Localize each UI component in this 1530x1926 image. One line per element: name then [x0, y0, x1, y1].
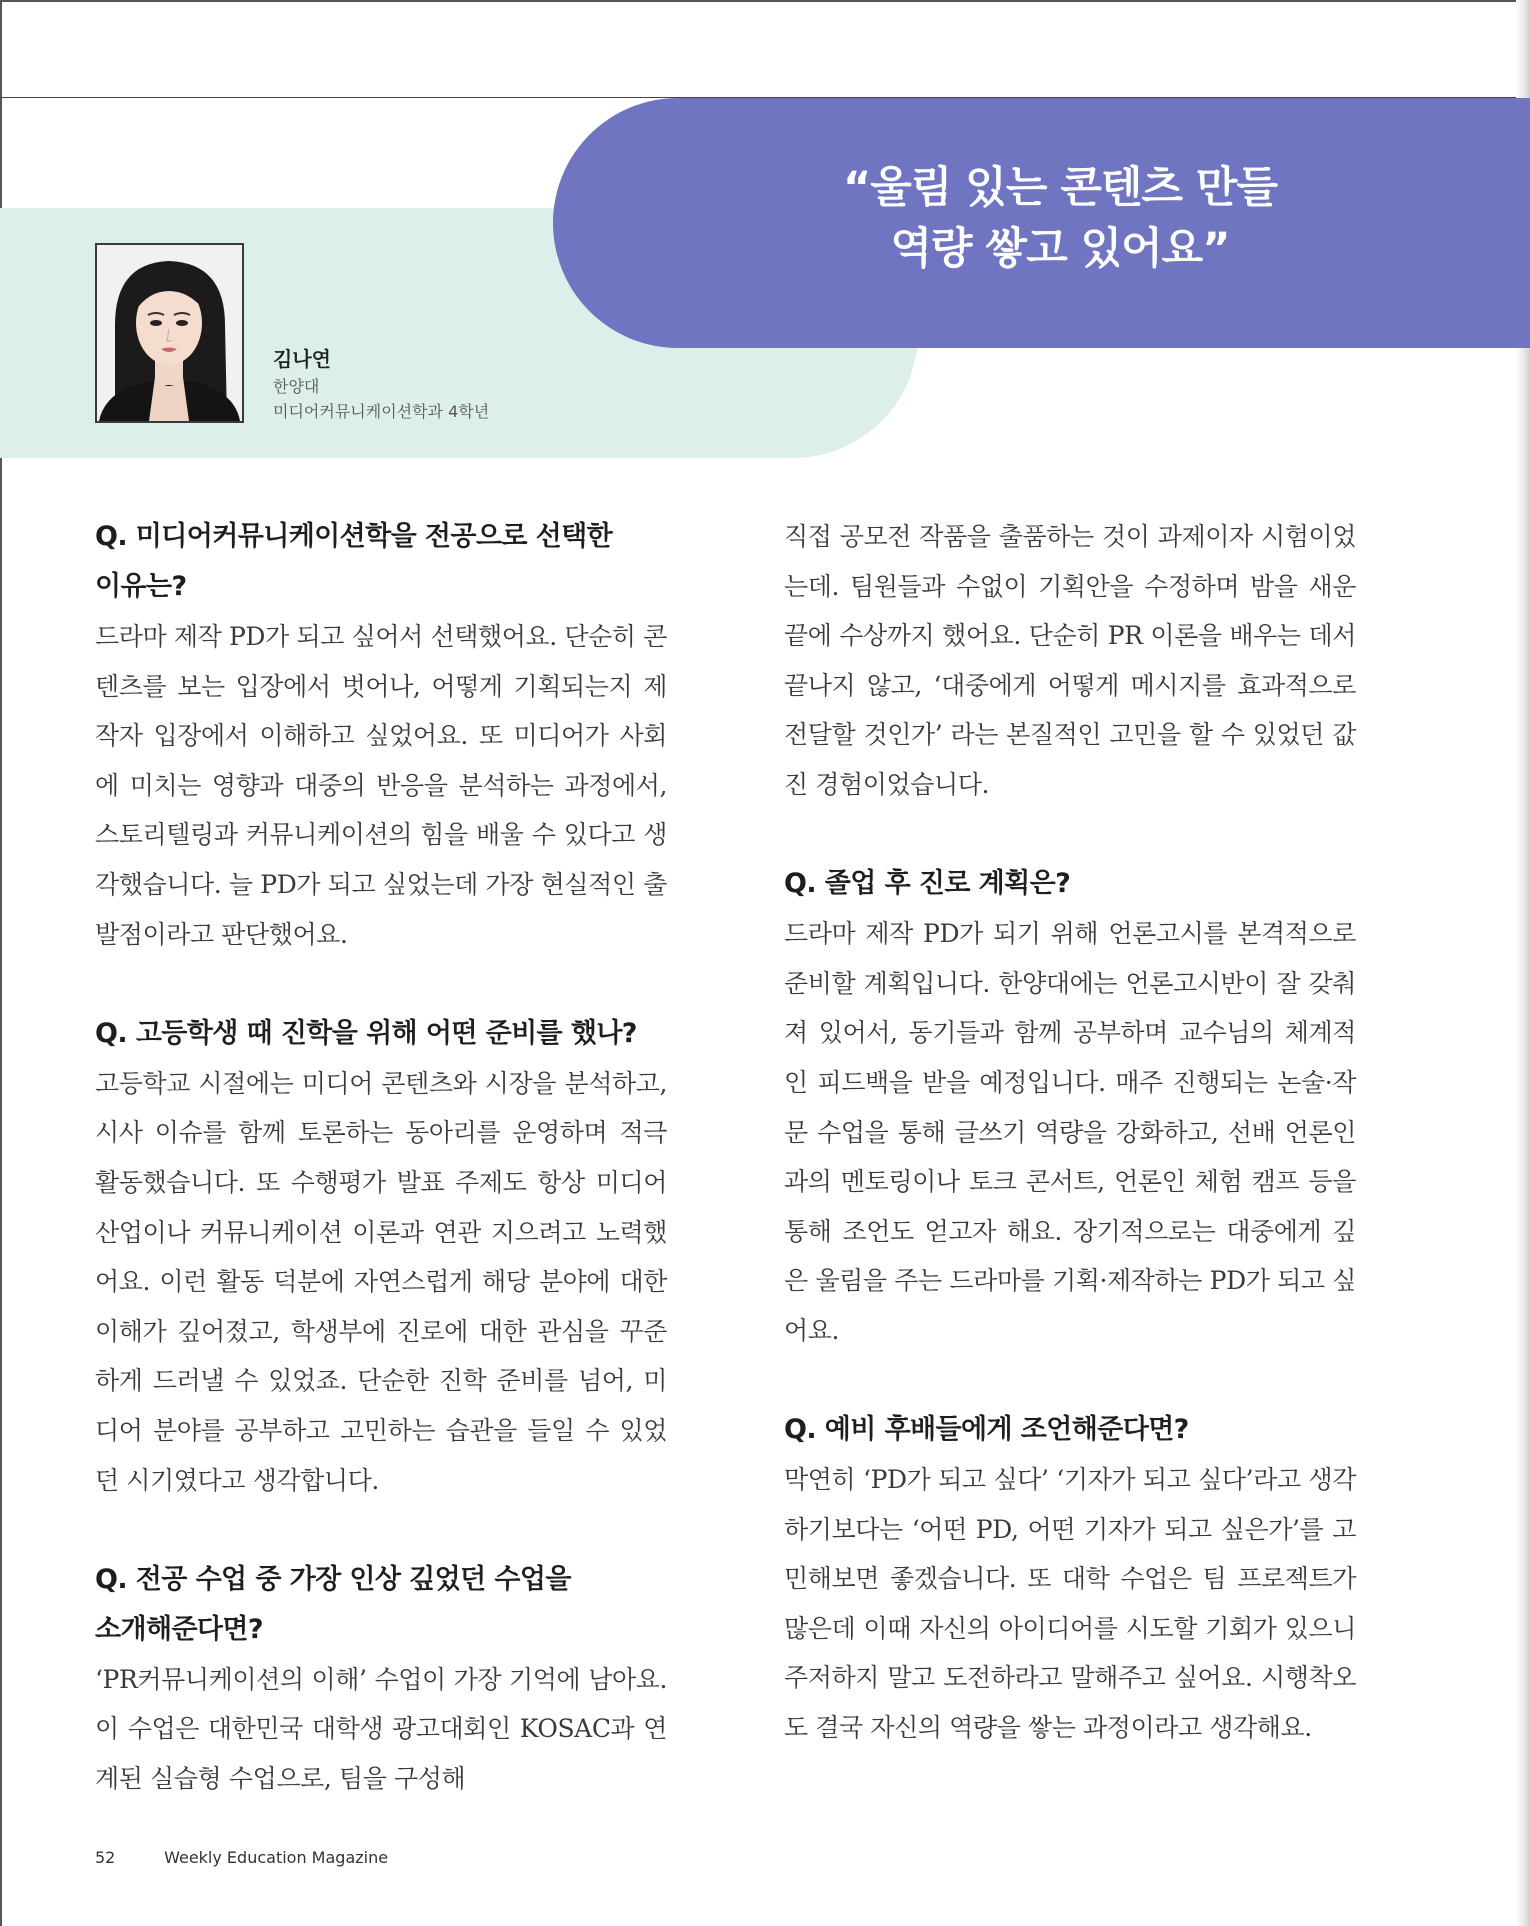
question-2: Q. 고등학생 때 진학을 위해 어떤 준비를 했나?	[95, 1017, 637, 1049]
question-3: Q. 전공 수업 중 가장 인상 깊었던 수업을 소개해준다면?	[95, 1563, 571, 1645]
profile-name: 김나연	[273, 347, 331, 371]
profile-school: 한양대	[273, 377, 320, 396]
magazine-title: Weekly Education Magazine	[164, 1848, 389, 1867]
question-1: Q. 미디어커뮤니케이션학을 전공으로 선택한 이유는?	[95, 521, 613, 602]
answer-4: 드라마 제작 PD가 되기 위해 언론고시를 본격적으로 준비할 계획입니다. 한양대에는 언론고시반이 잘 갖춰져 있어서, 동기들과 함께 공부하며 교수님의 체계적인 피드백을 받을 예정입니다. 매주 진행되는 논술·작문 수업을 통해 글쓰기 역량을 강화하고, 선배 언론인과의 멘토링이나 토크 콘서트, 언론인 체험 캠프 등을 통해 조언도 얻고자 해요. 장기적으로는 대중에게 깊은 울림을 주는 드라마를 기획·제작하는 PD가 되고 싶어요.	[784, 919, 1356, 1345]
headline-line-2: 역량 쌓고 있어요”	[890, 224, 1230, 274]
answer-3-part-1: ‘PR커뮤니케이션의 이해’ 수업이 가장 기억에 남아요. 이 수업은 대한민국 대학생 광고대회인 KOSAC과 연계된 실습형 수업으로, 팀을 구성해	[95, 1664, 667, 1793]
question-4: Q. 졸업 후 진로 계획은?	[784, 868, 1071, 900]
profile-photo	[95, 243, 244, 423]
answer-2: 고등학교 시절에는 미디어 콘텐츠와 시장을 분석하고, 시사 이슈를 함께 토론하는 동아리를 운영하며 적극 활동했습니다. 또 수행평가 발표 주제도 항상 미디어 산업이나 커뮤니케이션 이론과 연관 지으려고 노력했어요. 이런 활동 덕분에 자연스럽게 해당 분야에 대한 이해가 깊어졌고, 학생부에 진로에 대한 관심을 꾸준하게 드러낼 수 있었죠. 단순한 진학 준비를 넘어, 미디어 분야를 공부하고 고민하는 습관을 들일 수 있었던 시기였다고 생각합니다.	[95, 1068, 667, 1495]
frame-top	[0, 0, 1530, 2]
portrait-illustration	[97, 245, 242, 421]
page-footer	[95, 1847, 388, 1869]
page-number: 52	[95, 1848, 116, 1867]
question-5: Q. 예비 후배들에게 조언해준다면?	[784, 1414, 1189, 1446]
answer-5: 막연히 ‘PD가 되고 싶다’ ‘기자가 되고 싶다’라고 생각하기보다는 ‘어떤 PD, 어떤 기자가 되고 싶은가’를 고민해보면 좋겠습니다. 또 대학 수업은 팀 프로젝트가 많은데 이때 자신의 아이디어를 시도할 기회가 있으니 주저하지 말고 도전하라고 말해주고 싶어요. 시행착오도 결국 자신의 역량을 쌓는 과정이라고 생각해요.	[784, 1465, 1356, 1743]
answer-3-part-2: 직접 공모전 작품을 출품하는 것이 과제이자 시험이었는데. 팀원들과 수없이 기획안을 수정하며 밤을 새운 끝에 수상까지 했어요. 단순히 PR 이론을 배우는 데서 끝나지 않고, ‘대중에게 어떻게 메시지를 효과적으로 전달할 것인가’ 라는 본질적인 고민을 할 수 있었던 값진 경험이었습니다.	[784, 522, 1356, 799]
headline-line-1: “울림 있는 콘텐츠 만들	[842, 163, 1277, 213]
answer-1: 드라마 제작 PD가 되고 싶어서 선택했어요. 단순히 콘텐츠를 보는 입장에서 벗어나, 어떻게 기획되는지 제작자 입장에서 이해하고 싶었어요. 또 미디어가 사회에 미치는 영향과 대중의 반응을 분석하는 과정에서, 스토리텔링과 커뮤니케이션의 힘을 배울 수 있다고 생각했습니다. 늘 PD가 되고 싶었는데 가장 현실적인 출발점이라고 판단했어요.	[95, 622, 667, 949]
profile-department: 미디어커뮤니케이션학과 4학년	[273, 402, 490, 421]
profile-info	[273, 344, 489, 424]
article-column-left	[95, 512, 667, 1803]
article-column-right	[784, 512, 1356, 1753]
headline-quote	[700, 158, 1420, 280]
